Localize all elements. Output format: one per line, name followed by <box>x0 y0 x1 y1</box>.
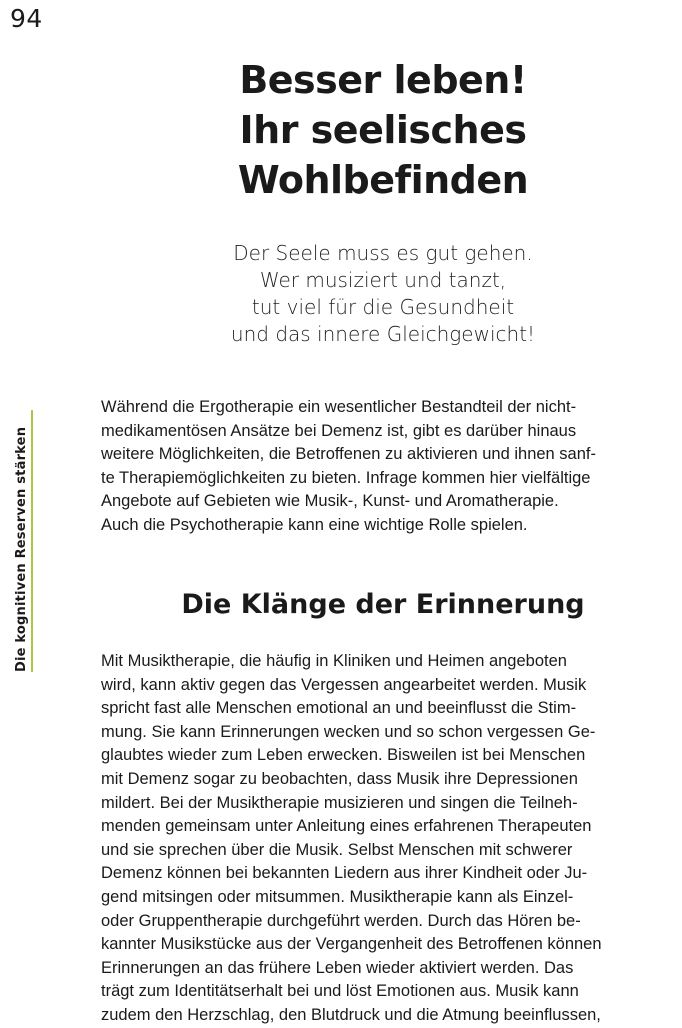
text-line: Demenz können bei bekannten Liedern aus ihrer Kindheit oder Ju- <box>101 864 588 883</box>
text-line: medikamentösen Ansätze bei Demenz ist, gibt es darüber hinaus <box>101 421 577 440</box>
intro-line: und das innere Gleichgewicht! <box>230 322 536 346</box>
text-line: Angebote auf Gebieten wie Musik-, Kunst- und Aromatherapie. <box>101 492 559 511</box>
text-line: menden gemeinsam unter Anleitung eines erfahrenen Therapeuten <box>101 817 592 836</box>
text-line: trägt zum Identitätserhalt bei und löst Emotionen aus. Musik kann <box>101 982 579 1001</box>
text-line: Mit Musiktherapie, die häufig in Kliniken und Heimen angeboten <box>101 652 567 670</box>
text-line: und sie sprechen über die Musik. Selbst Menschen mit schwerer <box>101 840 573 859</box>
body-paragraph-2 <box>101 650 667 1028</box>
text-line: Erinnerungen an das frühere Leben wieder aktiviert werden. Das <box>101 958 574 977</box>
text-line: gend mitsingen oder mitsummen. Musiktherapie kann als Einzel- <box>101 887 574 906</box>
text-line: weitere Möglichkeiten, die Betroffenen zu aktivieren und ihnen sanf- <box>101 445 596 464</box>
chapter-title-line: Wohlbefinden <box>237 158 529 202</box>
side-accent-line <box>31 410 33 672</box>
text-line: wird, kann aktiv gegen das Vergessen angearbeitet werden. Musik <box>101 675 587 694</box>
text-line: oder Gruppentherapie durchgeführt werden. Durch das Hören be- <box>101 911 581 930</box>
page-number: 94 <box>10 4 43 33</box>
intro-line: Der Seele muss es gut gehen. <box>233 241 533 265</box>
intro-teaser <box>100 240 666 348</box>
text-line: kannter Musikstücke aus der Vergangenheit des Betroffenen können <box>101 935 602 954</box>
text-line: mung. Sie kann Erinnerungen wecken und so schon vergessen Ge- <box>101 722 596 741</box>
text-line: mit Demenz sogar zu beobachten, dass Musik ihre Depressionen <box>101 769 578 788</box>
text-line: zudem den Herzschlag, den Blutdruck und die Atmung beeinflussen, <box>101 1005 601 1024</box>
text-line: spricht fast alle Menschen emotional an und beeinflusst die Stim- <box>101 699 577 718</box>
text-line: Während die Ergotherapie ein wesentlicher Bestandteil der nicht- <box>101 398 577 416</box>
intro-line: tut viel für die Gesundheit <box>251 295 515 319</box>
chapter-title-line: Ihr seelisches <box>239 108 527 152</box>
side-running-head <box>10 410 32 672</box>
chapter-title <box>100 55 666 205</box>
text-line: glaubtes wieder zum Leben erwecken. Bisweilen ist bei Menschen <box>101 746 586 765</box>
body-paragraph-1 <box>101 396 667 538</box>
section-heading: Die Klänge der Erinnerung <box>181 589 585 620</box>
side-running-head-text: Die kognitiven Reserven stärken <box>14 426 29 672</box>
intro-line: Wer musiziert und tanzt, <box>259 268 507 292</box>
text-line: te Therapiemöglichkeiten zu bieten. Infrage kommen hier vielfältige <box>101 468 591 487</box>
text-line: mildert. Bei der Musiktherapie musizieren und singen die Teilneh- <box>101 793 578 812</box>
text-line: Auch die Psychotherapie kann eine wichtige Rolle spielen. <box>101 515 528 534</box>
chapter-title-line: Besser leben! <box>239 58 527 102</box>
